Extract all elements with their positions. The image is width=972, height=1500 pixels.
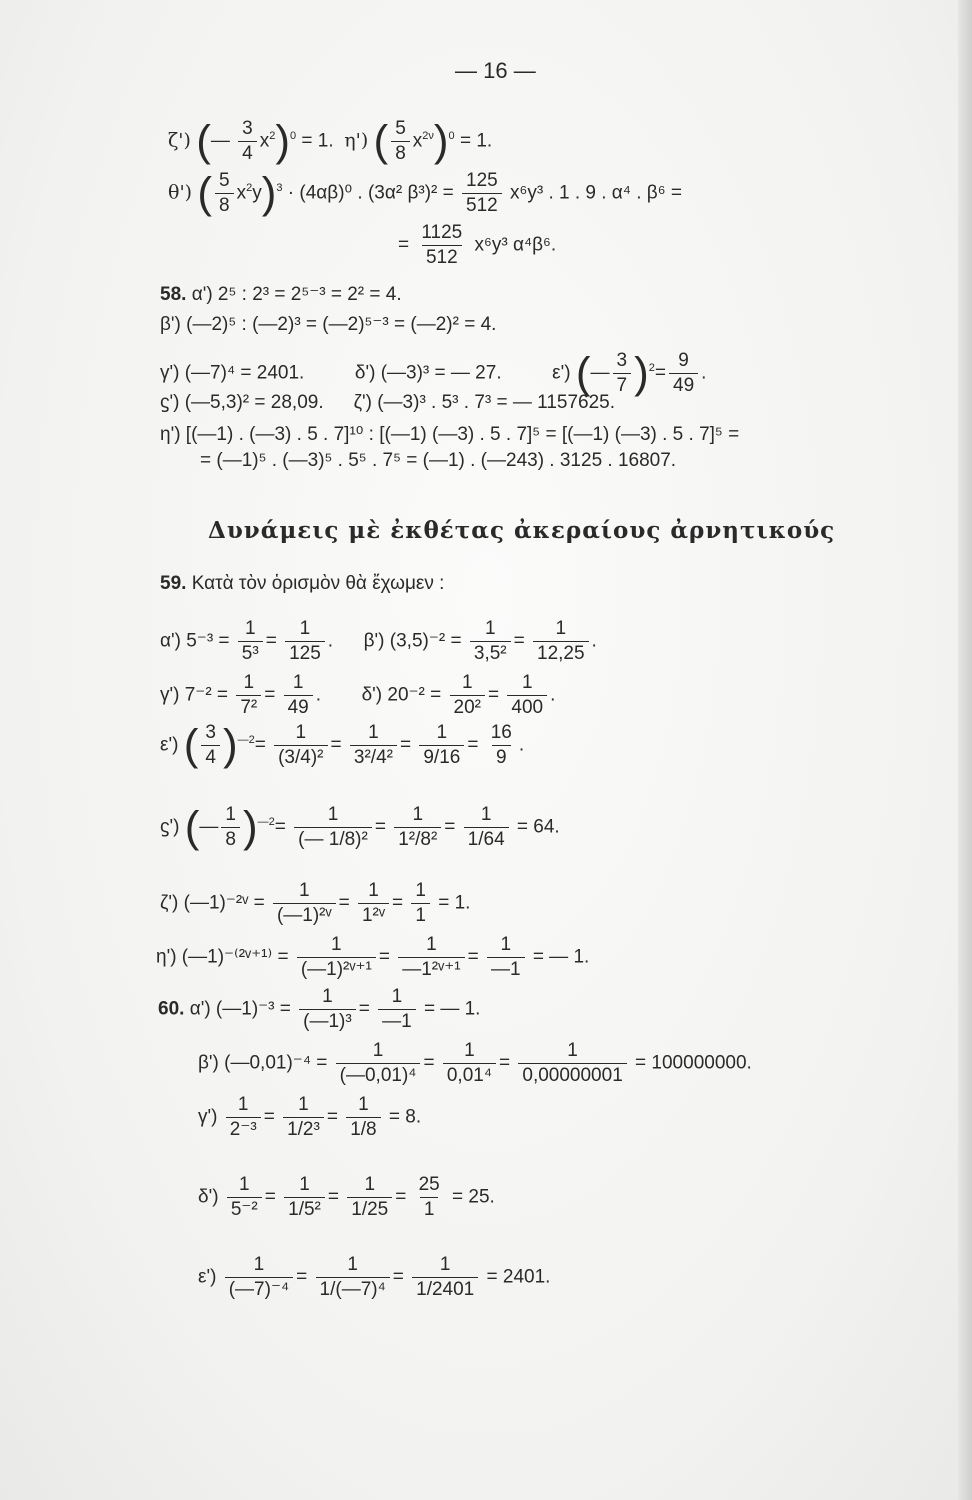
- fraction: $\frac{1}{\text{1/2³}}$: [283, 1094, 324, 1141]
- fraction: $\frac{1}{125}$: [285, 618, 325, 665]
- fraction: $\frac{1}{\text{1/(—7)⁴}}$: [316, 1254, 390, 1301]
- line-59-intro: [160, 573, 444, 595]
- fraction: $\frac{1}{\text{3²/4²}}$: [350, 722, 397, 769]
- fraction: $\frac{3}{4}$: [238, 118, 257, 165]
- fraction: $\frac{1}{\text{(— 1/8)²}}$: [294, 804, 372, 851]
- line-59-z: ζ') (—1)⁻²ᵛ = $\frac{1}{\text{(—1)²ᵛ}}$ = $\frac{1}{\text{1²ᵛ}}$ = $\frac{1}{1}$ = 1.: [160, 880, 471, 926]
- fraction: $\frac{9}{49}$: [669, 350, 698, 397]
- label-zeta: ζ'): [168, 129, 191, 152]
- fraction: $\frac{1}{12,25}$: [533, 618, 589, 665]
- fraction: $\frac{1}{\text{20²}}$: [450, 672, 485, 719]
- fraction: $\frac{5}{8}$: [391, 118, 410, 165]
- fraction: $\frac{1}{\text{(—1)³}}$: [299, 986, 356, 1033]
- fraction: $\frac{1}{1/8}$: [346, 1094, 380, 1141]
- fraction: $\frac{1}{—1}$: [487, 934, 525, 981]
- fraction: $\frac{1}{\text{5³}}$: [238, 618, 263, 665]
- fraction: $\frac{1}{\text{(—1)²ᵛ⁺¹}}$: [297, 934, 376, 981]
- fraction: $\frac{1}{\text{(—1)²ᵛ}}$: [273, 880, 336, 927]
- fraction: $\frac{1}{400}$: [507, 672, 547, 719]
- line-58-b: β') (—2)⁵ : (—2)³ = (—2)⁵⁻³ = (—2)² = 4.: [160, 314, 497, 335]
- fraction: $\frac{25}{1}$: [418, 1174, 440, 1220]
- fraction: $\frac{1125}{512}$: [421, 222, 463, 268]
- fraction: $\frac{1}{\text{(—0,01)⁴}}$: [336, 1040, 421, 1087]
- fraction: $\frac{1}{1/25}$: [347, 1174, 392, 1221]
- fraction: $\frac{1}{\text{—1²ᵛ⁺¹}}$: [398, 934, 464, 981]
- fraction: $\frac{1}{\text{2⁻³}}$: [226, 1094, 261, 1141]
- fraction: $\frac{1}{1/64}$: [464, 804, 509, 851]
- fraction: $\frac{5}{8}$: [215, 170, 234, 217]
- expression: δ') (—3)³ = — 27.: [354, 362, 502, 384]
- line-58-g-d-e: γ') (—7)⁴ = 2401. δ') (—3)³ = — 27. ε') (— $\frac{3}{7}$ )$^2$= $\frac{9}{49}$ .: [160, 348, 707, 398]
- line-59-st: ϛ') (— $\frac{1}{8}$ )$^{—2}$= $\frac{1}{\text{(— 1/8)²}}$ = $\frac{1}{\text{1²/8²}}$ = $\frac{1}{1/64}$ = 64.: [160, 802, 560, 852]
- expression: α') 2⁵ : 2³ = 2⁵⁻³ = 2² = 4.: [191, 284, 402, 305]
- line-60-e: ε') $\frac{1}{\text{(—7)⁻⁴}}$ = $\frac{1}{\text{1/(—7)⁴}}$ = $\frac{1}{1/2401}$ = 2401.: [198, 1254, 551, 1300]
- fraction: $\frac{1}{\text{1²ᵛ}}$: [358, 880, 389, 927]
- result: = 1.: [301, 130, 334, 152]
- label-theta: θ'): [168, 181, 193, 204]
- fraction: $\frac{1}{0,00000001}$: [518, 1040, 626, 1087]
- fraction: $\frac{1}{\text{1/5²}}$: [284, 1174, 325, 1221]
- line-60-a: 60. α') (—1)⁻³ = $\frac{1}{\text{(—1)³}}$ = $\frac{1}{—1}$ = — 1.: [158, 986, 481, 1032]
- line-58-a: [160, 284, 402, 306]
- expression: · (4αβ)⁰ . (3α² β³)² =: [287, 182, 454, 204]
- line-58-eta-a: η') [(—1) . (—3) . 5 . 7]¹⁰ : [(—1) (—3) . 5 . 7]⁵ = [(—1) (—3) . 5 . 7]⁵ =: [160, 424, 740, 445]
- fraction: $\frac{1}{1/2401}$: [412, 1254, 478, 1301]
- line-59-eta: η') (—1)⁻⁽²ᵛ⁺¹⁾ = $\frac{1}{\text{(—1)²ᵛ⁺¹}}$ = $\frac{1}{\text{—1²ᵛ⁺¹}}$ = $\frac{1}{—1}$ = — 1.: [156, 934, 590, 980]
- label-eta: η'): [344, 129, 369, 152]
- line-58-eta-b: = (—1)⁵ . (—3)⁵ . 5⁵ . 7⁵ = (—1) . (—243) . 3125 . 16807.: [200, 450, 677, 471]
- fraction: $\frac{1}{\text{(3/4)²}}$: [274, 722, 327, 769]
- line-59-g-d: γ') 7⁻² = $\frac{1}{\text{7²}}$ = $\frac{1}{49}$ . δ') 20⁻² = $\frac{1}{\text{20²}}$ = $\frac{1}{400}$ .: [160, 672, 556, 718]
- line-theta: θ') ( $\frac{5}{8}$ $x^2y)^3 \cdot (4\alpha\beta)^0$ . (3α² β³)² = $\frac{125}{512}$ x⁶y³ . 1 . 9 . α⁴ . β⁶ =: [168, 168, 682, 218]
- fraction: $\frac{1}{—1}$: [378, 986, 416, 1033]
- fraction: $\frac{1}{9/16}$: [419, 722, 464, 769]
- intro-text: Κατὰ τὸν ὁρισμὸν θὰ ἔχωμεν :: [191, 573, 445, 594]
- fraction: $\frac{1}{\text{1²/8²}}$: [394, 804, 441, 851]
- fraction: $\frac{1}{\text{5⁻²}}$: [227, 1174, 262, 1221]
- exercise-number: 58.: [160, 284, 187, 305]
- expression: γ') (—7)⁴ = 2401.: [160, 362, 305, 384]
- fraction: $\frac{1}{\text{(—7)⁻⁴}}$: [225, 1254, 293, 1301]
- fraction: $\frac{1}{1}$: [411, 880, 430, 927]
- section-heading: Δυνάμεις μὲ ἐκθέτας ἀκεραίους ἀρνητικούς: [208, 517, 836, 544]
- line-59-e: ε') ( $\frac{3}{4}$ )$^{—2}$= $\frac{1}{\text{(3/4)²}}$ = $\frac{1}{\text{3²/4²}}$ = $\frac{1}{9/16}$ = $\frac{16}{9}$ .: [160, 720, 525, 770]
- result: = 1.: [459, 130, 493, 152]
- exercise-number: 59.: [160, 573, 187, 594]
- fraction: $\frac{1}{\text{3,5²}}$: [470, 618, 511, 665]
- line-59-a-b: α') 5⁻³ = $\frac{1}{\text{5³}}$ = $\frac{1}{125}$ . β') (3,5)⁻² = $\frac{1}{\text{3,5²}}$ = $\frac{1}{12,25}$ .: [160, 618, 597, 664]
- fraction: $\frac{125}{512}$: [462, 170, 502, 217]
- line-60-d: δ') $\frac{1}{\text{5⁻²}}$ = $\frac{1}{\text{1/5²}}$ = $\frac{1}{1/25}$ = $\frac{25}{1}$ = 25.: [198, 1174, 495, 1220]
- exercise-number: 60.: [158, 998, 185, 1020]
- line-theta-2: = $\frac{1125}{512}$ x⁶y³ α⁴β⁶.: [398, 222, 557, 268]
- fraction: $\frac{1}{49}$: [284, 672, 313, 719]
- line-58-st-z: ϛ') (—5,3)² = 28,09. ζ') (—3)³ . 5³ . 7³ = — 1157625.: [160, 392, 615, 413]
- fraction: $\frac{1}{\text{7²}}$: [236, 672, 261, 719]
- fraction: $\frac{16}{9}$: [490, 722, 512, 768]
- expression: x⁶y³ . 1 . 9 . α⁴ . β⁶ =: [510, 182, 682, 204]
- fraction: $\frac{1}{\text{0,01⁴}}$: [443, 1040, 496, 1087]
- fraction: $\frac{3}{7}$: [613, 350, 632, 397]
- expression: x⁶y³ α⁴β⁶.: [474, 234, 557, 256]
- page-number: — 16 —: [455, 58, 536, 83]
- line-60-b: β') (—0,01)⁻⁴ = $\frac{1}{\text{(—0,01)⁴}}$ = $\frac{1}{\text{0,01⁴}}$ = $\frac{1}{0,00000001}$ = 100000000.: [198, 1040, 752, 1086]
- line-zeta-eta: ζ') (— $\frac{3}{4}$ $x^2)^0 = 1$. η') ( $\frac{5}{8}$ $x^{2\nu})^0 = 1$.: [168, 116, 493, 166]
- line-60-g: γ') $\frac{1}{\text{2⁻³}}$ = $\frac{1}{\text{1/2³}}$ = $\frac{1}{1/8}$ = 8.: [198, 1094, 422, 1140]
- page-edge-shadow: [958, 0, 972, 1500]
- paren-open: (: [196, 116, 211, 166]
